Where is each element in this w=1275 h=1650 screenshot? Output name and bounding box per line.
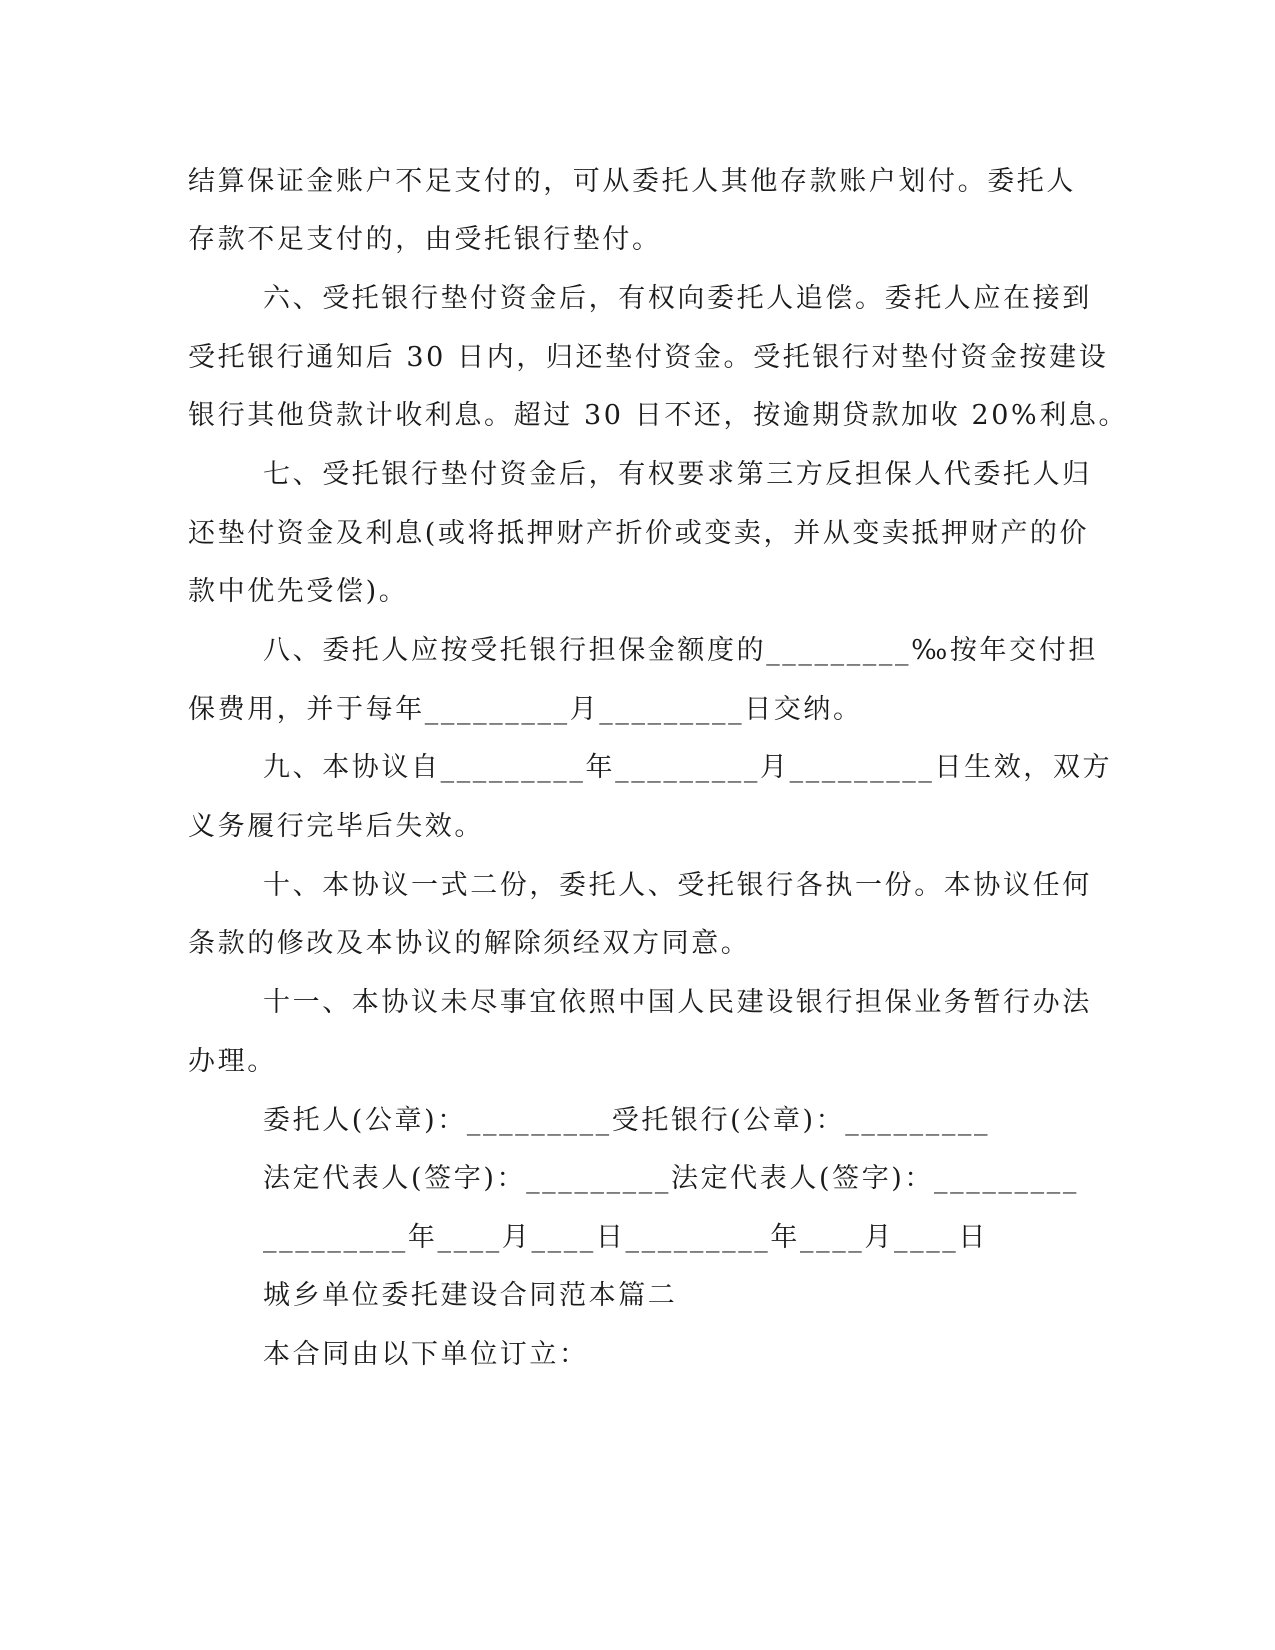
paragraph-line: 保费用，并于每年_________月_________日交纳。: [188, 694, 863, 725]
signature-line: 委托人(公章)：_________受托银行(公章)：_________: [263, 1105, 991, 1136]
paragraph-line: 十一、本协议未尽事宜依照中国人民建设银行担保业务暂行办法: [263, 987, 1092, 1018]
paragraph-line: 存款不足支付的，由受托银行垫付。: [188, 224, 662, 255]
paragraph-line: 款中优先受偿)。: [188, 576, 409, 607]
paragraph-line: 九、本协议自_________年_________月_________日生效，双方: [263, 752, 1113, 783]
paragraph-line: 十、本协议一式二份，委托人、受托银行各执一份。本协议任何: [263, 870, 1092, 901]
signature-line: 法定代表人(签字)：_________法定代表人(签字)：_________: [263, 1163, 1079, 1194]
paragraph-line: 条款的修改及本协议的解除须经双方同意。: [188, 928, 751, 959]
paragraph-line: 本合同由以下单位订立：: [263, 1339, 589, 1370]
paragraph-line: 六、受托银行垫付资金后，有权向委托人追偿。委托人应在接到: [263, 283, 1092, 314]
paragraph-line: 受托银行通知后 30 日内，归还垫付资金。受托银行对垫付资金按建设: [188, 342, 1109, 373]
paragraph-line: 义务履行完毕后失效。: [188, 811, 484, 842]
section-heading: 城乡单位委托建设合同范本篇二: [263, 1280, 678, 1311]
paragraph-line: 银行其他贷款计收利息。超过 30 日不还，按逾期贷款加收 20%利息。: [188, 400, 1129, 431]
paragraph-line: 八、委托人应按受托银行担保金额度的_________‰按年交付担: [263, 635, 1098, 666]
paragraph-line: 七、受托银行垫付资金后，有权要求第三方反担保人代委托人归: [263, 459, 1092, 490]
paragraph-line: 结算保证金账户不足支付的，可从委托人其他存款账户划付。委托人: [188, 166, 1076, 197]
date-line: _________年____月____日_________年____月____日: [263, 1222, 988, 1253]
paragraph-line: 办理。: [188, 1046, 277, 1077]
paragraph-line: 还垫付资金及利息(或将抵押财产折价或变卖，并从变卖抵押财产的价: [188, 518, 1090, 549]
